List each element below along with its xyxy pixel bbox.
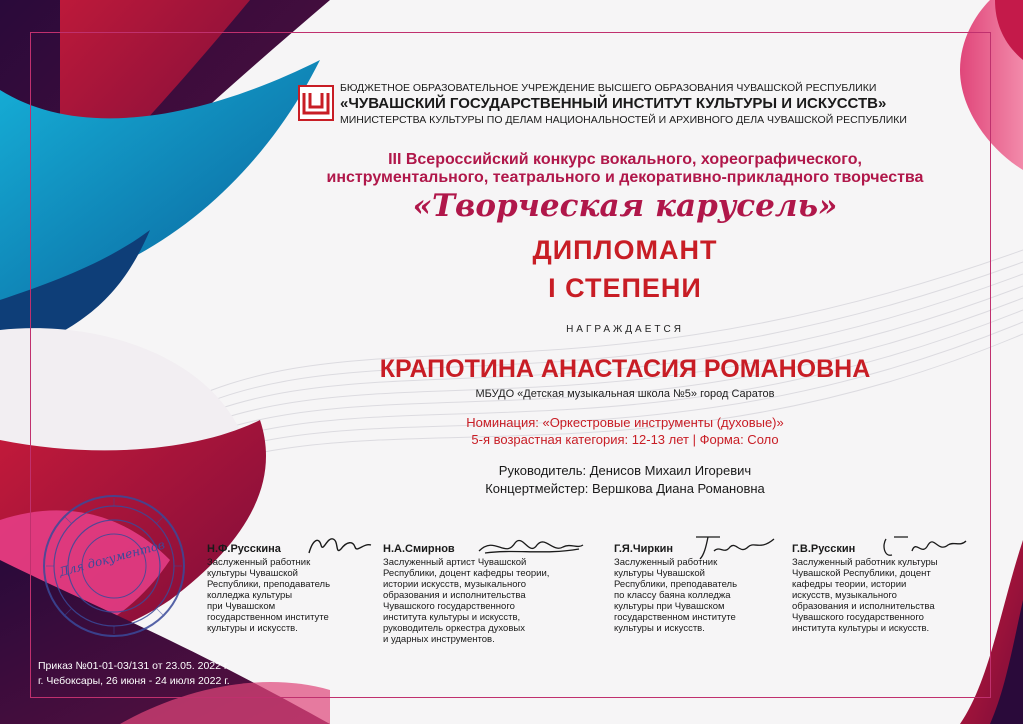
place-and-dates: г. Чебоксары, 26 июня - 24 июля 2022 г.	[38, 675, 230, 687]
contest-title: «Творческая карусель»	[412, 188, 838, 224]
desc-line: культуры Чувашской	[614, 568, 705, 579]
nomination-block	[230, 414, 1020, 448]
desc-line: государственном институте	[207, 612, 329, 623]
order-info	[38, 659, 230, 689]
desc-line: Чувашского государственного	[792, 612, 924, 623]
signature-1-icon	[305, 531, 375, 561]
diploma-degree: I СТЕПЕНИ	[548, 273, 702, 303]
desc-line: при Чувашском	[207, 601, 276, 612]
desc-line: Чувашской Республики, доцент	[792, 568, 931, 579]
seal-text: Для документов	[57, 537, 167, 580]
desc-line: Заслуженный работник культуры	[792, 557, 938, 568]
desc-line: Республики, преподаватель	[614, 579, 738, 590]
signatory-2	[383, 543, 603, 645]
desc-line: образования и исполнительства	[383, 590, 526, 601]
desc-line: Республики, доцент кафедры теории,	[383, 568, 550, 579]
signatory-3	[614, 543, 784, 634]
leaders-block	[230, 462, 1020, 498]
org-name: «ЧУВАШСКИЙ ГОСУДАРСТВЕННЫЙ ИНСТИТУТ КУЛЬТУРЫ И ИСКУССТВ»	[340, 95, 887, 112]
signature-3-icon	[690, 531, 780, 561]
signature-2-icon	[475, 531, 585, 561]
desc-line: института культуры и искусств.	[792, 623, 930, 634]
signatory-4	[792, 543, 987, 634]
desc-line: искусств, музыкального	[792, 590, 897, 601]
org-line-3: МИНИСТЕРСТВА КУЛЬТУРЫ ПО ДЕЛАМ НАЦИОНАЛЬНОСТЕЙ И АРХИВНОГО ДЕЛА ЧУВАШСКОЙ РЕСПУБЛИКИ	[340, 114, 907, 126]
recipient-name: КРАПОТИНА АНАСТАСИЯ РОМАНОВНА	[379, 355, 871, 383]
institute-logo-icon	[298, 85, 334, 121]
accompanist-line: Концертмейстер: Вершкова Диана Романовна	[485, 481, 765, 496]
signatory-description	[792, 557, 987, 634]
desc-line: института культуры и искусств,	[383, 612, 521, 623]
signatory-description	[207, 557, 377, 634]
contest-line-2: инструментального, театрального и декоративно-прикладного творчества	[326, 169, 924, 186]
signatory-name: Н.Ф.Русскина	[207, 543, 281, 555]
diploma-title: ДИПЛОМАНТ	[532, 235, 718, 265]
desc-line: колледжа культуры	[207, 590, 293, 601]
signatory-description	[614, 557, 784, 634]
order-number: Приказ №01-01-03/131 от 23.05. 2022 г.	[38, 660, 230, 672]
official-seal-icon	[40, 492, 188, 640]
desc-line: культуры и искусств.	[614, 623, 705, 634]
desc-line: Заслуженный работник	[614, 557, 718, 568]
desc-line: государственном институте	[614, 612, 736, 623]
contest-description	[230, 151, 1020, 187]
desc-line: истории искусств, музыкального	[383, 579, 527, 590]
desc-line: Республики, преподаватель	[207, 579, 331, 590]
desc-line: по классу баяна колледжа	[614, 590, 731, 601]
recipient-school: МБУДО «Детская музыкальная школа №5» город Саратов	[475, 388, 775, 400]
signatory-name: Г.В.Русскин	[792, 543, 856, 555]
desc-line: образования и исполнительства	[792, 601, 935, 612]
desc-line: культуры при Чувашском	[614, 601, 725, 612]
desc-line: руководитель оркестра духовых	[383, 623, 525, 634]
nomination-line: Номинация: «Оркестровые инструменты (духовые)»	[466, 415, 784, 430]
desc-line: и ударных инструментов.	[383, 634, 495, 645]
signature-4-icon	[878, 531, 968, 561]
org-line-1: БЮДЖЕТНОЕ ОБРАЗОВАТЕЛЬНОЕ УЧРЕЖДЕНИЕ ВЫСШЕГО ОБРАЗОВАНИЯ ЧУВАШСКОЙ РЕСПУБЛИКИ	[340, 82, 877, 94]
signatory-name: Н.А.Смирнов	[383, 543, 455, 555]
awarded-label: НАГРАЖДАЕТСЯ	[566, 324, 684, 335]
desc-line: Заслуженный работник	[207, 557, 311, 568]
category-line: 5-я возрастная категория: 12-13 лет | Форма: Соло	[471, 432, 779, 447]
signatory-1	[207, 543, 377, 634]
desc-line: Чувашского государственного	[383, 601, 515, 612]
desc-line: культуры и искусств.	[207, 623, 298, 634]
desc-line: Заслуженный артист Чувашской	[383, 557, 527, 568]
contest-line-1: III Всероссийский конкурс вокального, хореографического,	[388, 151, 862, 168]
desc-line: кафедры теории, истории	[792, 579, 907, 590]
signatory-description	[383, 557, 603, 645]
signatory-name: Г.Я.Чиркин	[614, 543, 674, 555]
desc-line: культуры Чувашской	[207, 568, 298, 579]
teacher-line: Руководитель: Денисов Михаил Игоревич	[498, 463, 752, 478]
